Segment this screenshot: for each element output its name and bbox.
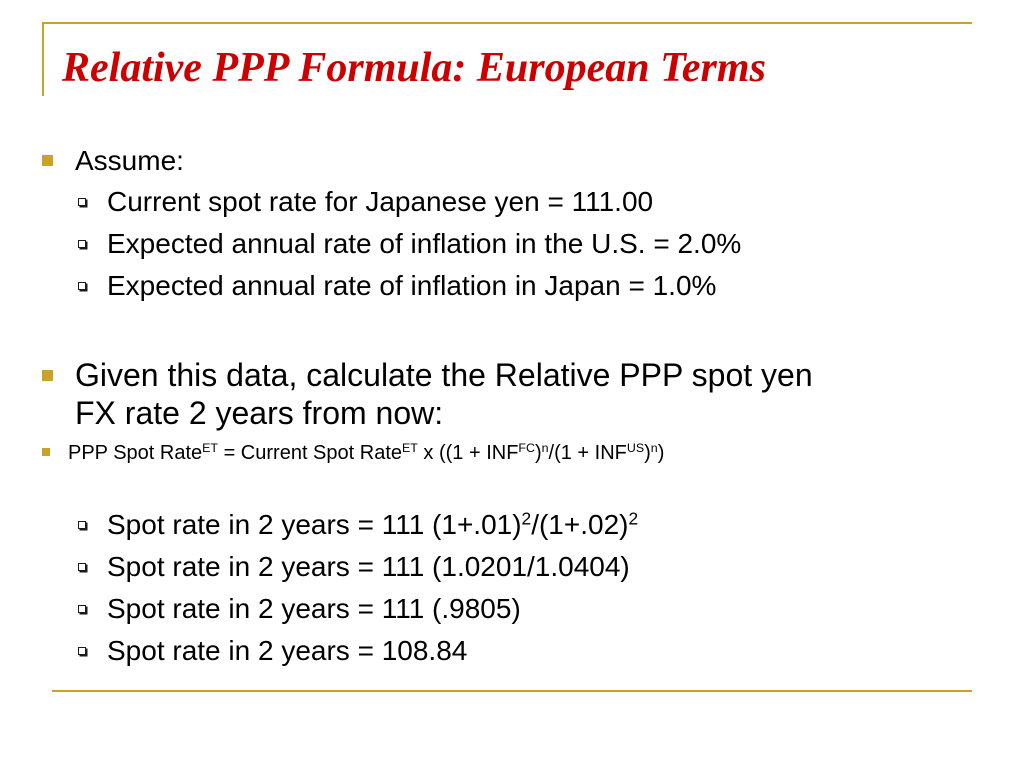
hollow-square-bullet-icon [78,240,86,248]
formula-lhs-sup: ET [202,441,219,456]
bullet-given [42,356,813,432]
formula-text [68,439,664,467]
step-4 [78,630,467,672]
step-text [107,504,638,546]
step-text: Spot rate in 2 years = 111 (.9805) [107,593,521,624]
formula-after-us: ) [644,442,651,464]
step-3 [78,588,521,630]
square-bullet-icon [42,155,53,166]
square-bullet-icon [42,448,50,456]
hollow-square-bullet-icon [78,605,86,613]
given-line-1: Given this data, calculate the Relative PPP spot yen [75,357,813,393]
step-1 [78,504,638,546]
hollow-square-bullet-icon [78,563,86,571]
step-1-a-sup: 2 [521,508,532,529]
assume-item-us-inflation [78,223,741,265]
given-text [75,356,813,432]
hollow-square-bullet-icon [78,521,86,529]
step-1-b-sup: 2 [628,508,639,529]
formula-n2-sup: n [650,441,658,456]
assume-heading: Assume: [75,145,184,176]
hollow-square-bullet-icon [78,282,86,290]
hollow-square-bullet-icon [78,198,86,206]
bullet-formula [42,439,664,467]
step-text: Spot rate in 2 years = 111 (1.0201/1.0404) [107,551,630,582]
formula-mid: x ((1 + INF [417,442,519,464]
top-rule [42,22,972,24]
step-1-b: /(1+.02) [531,509,629,540]
formula-rhs-sup: ET [402,441,418,456]
left-rule [42,22,44,96]
formula-lhs: PPP Spot Rate [68,442,203,464]
assume-item-text: Current spot rate for Japanese yen = 111.00 [107,186,654,217]
formula-div: /(1 + INF [548,442,627,464]
given-line-2: FX rate 2 years from now: [75,395,444,431]
bullet-assume [42,140,184,182]
formula-after-fc: ) [534,442,542,464]
hollow-square-bullet-icon [78,647,86,655]
formula-fc-sup: FC [518,441,535,456]
assume-item-spot [78,181,653,223]
assume-item-text: Expected annual rate of inflation in Japan = 1.0% [107,270,717,301]
step-text: Spot rate in 2 years = 108.84 [107,635,468,666]
square-bullet-icon [42,370,53,381]
assume-item-japan-inflation [78,265,716,307]
bottom-rule [52,690,972,692]
formula-close: ) [657,442,665,464]
assume-item-text: Expected annual rate of inflation in the U.S. = 2.0% [107,228,742,259]
formula-us-sup: US [626,441,645,456]
slide-title: Relative PPP Formula: European Terms [62,45,766,91]
formula-eq: = Current Spot Rate [218,442,402,464]
step-1-a: Spot rate in 2 years = 111 (1+.01) [107,509,522,540]
step-2 [78,546,630,588]
formula-n1-sup: n [541,441,549,456]
